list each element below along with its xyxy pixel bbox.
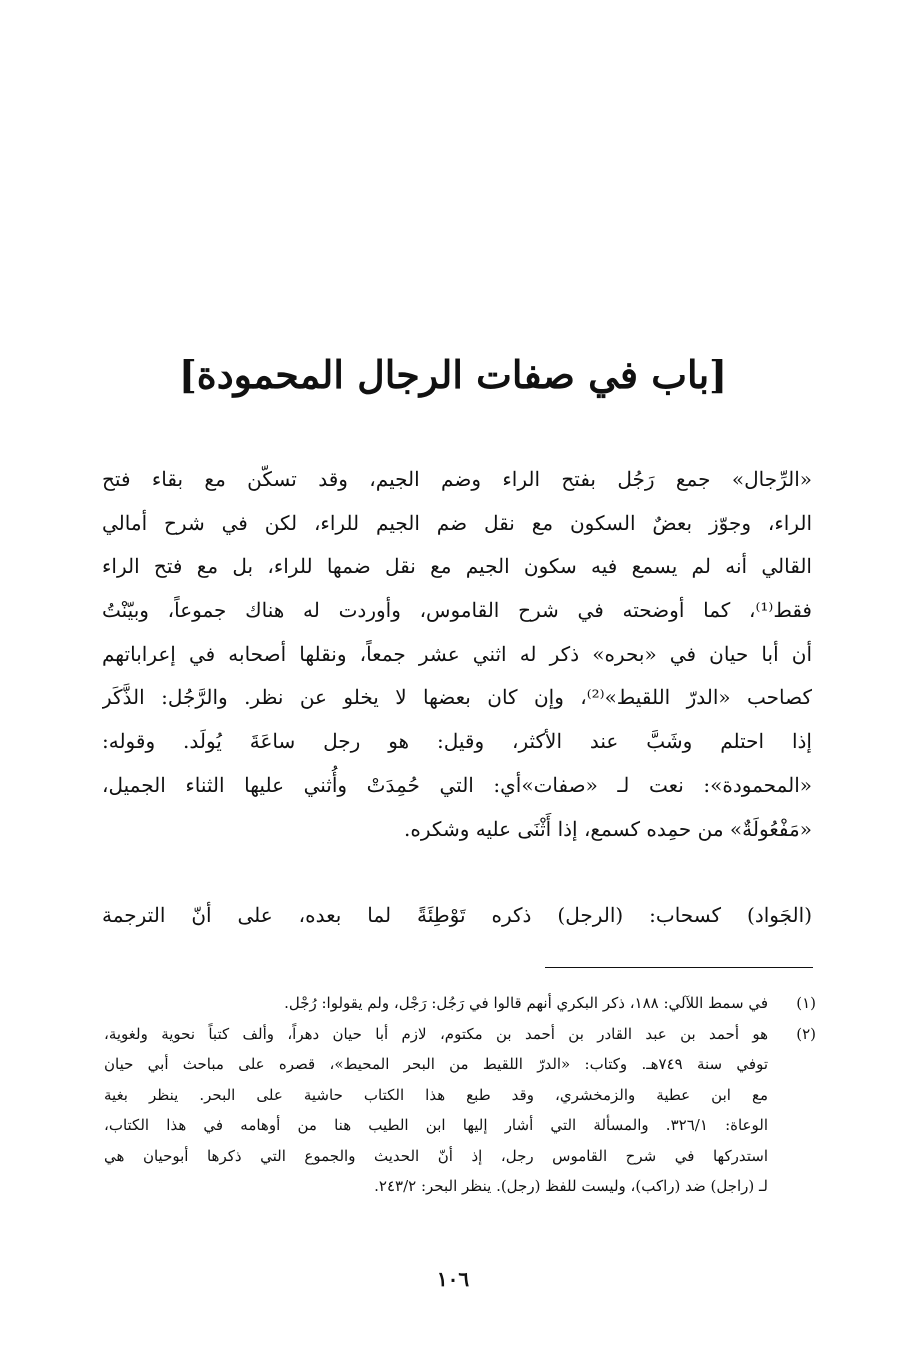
body-line: «الرِّجال» جمع رَجُل بفتح الراء وضم الجيم، وقد تسكّن مع بقاء فتح	[102, 467, 812, 491]
footnote-2	[104, 1019, 816, 1202]
body-line: «المحمودة»: نعت لـ «صفات»أي: التي حُمِدَتْ وأُثني عليها الثناء الجميل،	[102, 772, 812, 797]
footnote-line: الوعاة: ٣٢٦/١. والمسألة التي أشار إليها ابن الطيب هنا من أوهامه في هذا الكتاب،	[104, 1116, 768, 1134]
footnote-line: مع ابن عطية والزمخشري، وقد طبع هذا الكتاب حاشية على البحر. ينظر بغية	[104, 1085, 768, 1104]
footnote-text	[104, 1019, 768, 1202]
footnote-line: هو أحمد بن عبد القادر بن أحمد بن مكتوم، لازم أبا حيان دهراً، وألف كتباً نحوية ولغوية،	[104, 1024, 768, 1043]
footnote-number: (١)	[796, 994, 816, 1012]
footnotes	[104, 988, 816, 1202]
body-line: كصاحب «الدرّ اللقيط»⁽²⁾، وإن كان بعضها لا يخلو عن نظر. والرَّجُل: الذَّكَر	[102, 685, 812, 710]
footnote-line: لـ (راجل) ضد (راكب)، وليست للفظ (رجل). ينظر البحر: ٢٤٣/٢.	[374, 1177, 768, 1195]
body-paragraph	[102, 458, 812, 851]
footnote-separator	[545, 967, 813, 968]
body-line: فقط⁽¹⁾، كما أوضحته في شرح القاموس، وأوردت له هناك جموعاً، وبيّنْتُ	[102, 598, 812, 623]
footnote-text	[104, 988, 768, 1019]
footnote-1	[104, 988, 816, 1019]
next-paragraph	[102, 894, 812, 938]
chapter-title: [باب في صفات الرجال المحمودة]	[178, 352, 728, 397]
body-line: أن أبا حيان في «بحره» ذكر له اثني عشر جمعاً، ونقلها أصحابه في إعراباتهم	[102, 641, 812, 666]
footnote-number: (٢)	[796, 1024, 816, 1043]
footnote-line: توفي سنة ٧٤٩هـ. وكتاب: «الدرّ اللقيط من البحر المحيط»، قصره على مباحث أبي حيان	[104, 1055, 768, 1073]
page-number: ١٠٦	[436, 1267, 470, 1291]
body-line: (الجَواد) كسحاب: (الرجل) ذكره تَوْطِئَةً لما بعده، على أنّ الترجمة	[102, 903, 812, 927]
footnote-line: في سمط اللآلي: ١٨٨، ذكر البكري أنهم قالوا في رَجُل: رَجْل، ولم يقولوا: رُجْل.	[284, 994, 768, 1012]
body-line: القالي أنه لم يسمع فيه سكون الجيم مع نقل ضمها للراء، بل مع فتح الراء	[102, 554, 812, 579]
footnote-line: استدركها في شرح القاموس رجل، إذ أنّ الحديث والجموع التي ذكرها أبوحيان هي	[104, 1146, 768, 1165]
body-line: «مَفْعُولَةٌ» من حمِده كسمع، إذا أَثْنَى عليه وشكره.	[404, 816, 812, 841]
body-line: الراء، وجوّز بعضٌ السكون مع نقل ضم الجيم للراء، لكن في شرح أمالي	[102, 510, 812, 535]
body-line: إذا احتلم وشَبَّ عند الأكثر، وقيل: هو رجل ساعَةَ يُولَد. وقوله:	[102, 729, 812, 754]
